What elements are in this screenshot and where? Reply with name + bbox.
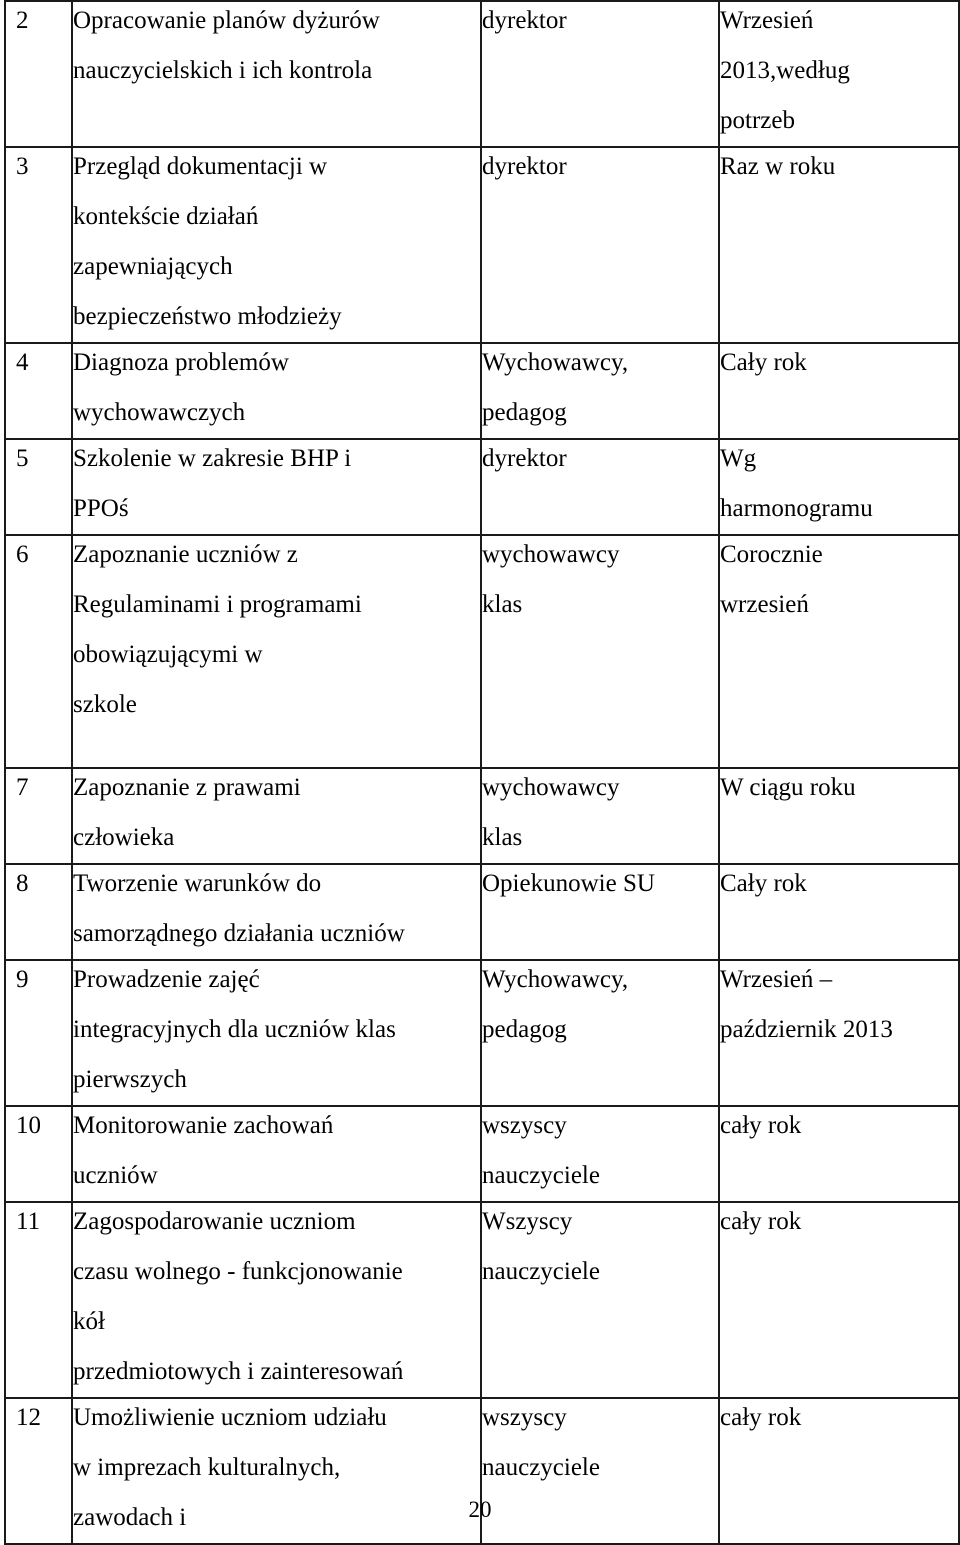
responsible-cell-line: pedagog [482,399,567,426]
responsible-cell-lines [482,763,718,863]
table-row [5,1106,959,1202]
task-cell-line: PPOś [73,495,129,522]
responsible-cell-line: nauczyciele [482,1454,600,1481]
table-row [5,439,959,535]
task-cell [72,1202,481,1398]
responsible-cell [481,960,719,1106]
task-cell [72,960,481,1106]
responsible-cell-line: Wszyscy [482,1208,573,1235]
deadline-cell-lines [720,338,958,388]
responsible-cell-line: pedagog [482,1016,567,1043]
row-number-cell [5,1,72,147]
deadline-cell-line: 2013,według [720,57,850,84]
deadline-cell-lines [720,1393,958,1443]
deadline-cell-lines [720,434,958,534]
task-cell-line: czasu wolnego - funkcjonowanie [73,1258,403,1285]
task-cell-lines [73,1197,480,1397]
task-cell-line: zapewniających [73,253,233,280]
deadline-cell-lines [720,0,958,146]
deadline-cell [719,439,959,535]
deadline-cell [719,147,959,343]
task-cell-line: wychowawczych [73,399,246,426]
responsible-cell-lines [482,0,718,46]
task-cell [72,864,481,960]
responsible-cell-line: nauczyciele [482,1258,600,1285]
task-cell-lines [73,142,480,342]
responsible-cell-line: Opiekunowie SU [482,870,655,897]
task-cell-line: kół [73,1308,105,1335]
responsible-cell [481,1,719,147]
responsible-cell [481,768,719,864]
task-cell-line: Zapoznanie uczniów z [73,541,298,568]
task-cell-line: Opracowanie planów dyżurów [73,7,380,34]
responsible-cell-line: klas [482,824,523,851]
task-cell-line: Regulaminami i programami [73,591,362,618]
row-number-cell [5,439,72,535]
deadline-cell [719,535,959,768]
deadline-cell [719,1106,959,1202]
task-cell-line: Umożliwienie uczniom udziału [73,1404,387,1431]
responsible-cell-line: nauczyciele [482,1162,600,1189]
row-number: 4 [16,349,29,376]
task-cell-line: Prowadzenie zajęć [73,966,260,993]
deadline-cell-line: Corocznie [720,541,823,568]
task-cell [72,439,481,535]
task-cell-line: Zagospodarowanie uczniom [73,1208,356,1235]
table-row [5,1202,959,1398]
deadline-cell-line: Wg [720,445,757,472]
deadline-cell-lines [720,1197,958,1247]
task-cell-line: Diagnoza problemów [73,349,289,376]
responsible-cell [481,864,719,960]
row-number: 11 [16,1208,41,1235]
responsible-cell-lines [482,434,718,484]
responsible-cell [481,1106,719,1202]
row-number: 8 [16,870,29,897]
row-number: 2 [16,7,29,34]
table-row [5,1,959,147]
row-number-cell [5,768,72,864]
task-cell-line: Przegląd dokumentacji w [73,153,328,180]
row-number-cell [5,960,72,1106]
responsible-cell-lines [482,142,718,192]
task-cell-line: Tworzenie warunków do [73,870,322,897]
task-cell-line: nauczycielskich i ich kontrola [73,57,373,84]
deadline-cell-line: cały rok [720,1404,802,1431]
responsible-cell [481,535,719,768]
deadline-cell-lines [720,142,958,192]
task-cell-lines [73,859,480,959]
responsible-cell-lines [482,859,718,909]
row-number: 5 [16,445,29,472]
plan-table [4,0,960,1545]
responsible-cell-lines [482,1197,718,1297]
row-number-cell [5,1106,72,1202]
task-cell-line: samorządnego działania uczniów [73,920,405,947]
responsible-cell-lines [482,1101,718,1201]
deadline-cell-lines [720,955,958,1055]
task-cell-line: uczniów [73,1162,158,1189]
deadline-cell-line: Cały rok [720,349,807,376]
row-number-cell [5,1202,72,1398]
task-cell-lines [73,0,480,96]
task-cell-line: w imprezach kulturalnych, [73,1454,341,1481]
responsible-cell-line: Wychowawcy, [482,966,629,993]
task-cell-line: obowiązującymi w [73,641,263,668]
task-cell-line: człowieka [73,824,175,851]
task-cell-lines [73,955,480,1105]
task-cell-lines [73,530,480,730]
page-number: 20 [468,1497,492,1522]
responsible-cell-lines [482,338,718,438]
task-cell [72,1106,481,1202]
responsible-cell-line: dyrektor [482,445,567,472]
deadline-cell-lines [720,859,958,909]
responsible-cell-line: wszyscy [482,1404,567,1431]
responsible-cell [481,1202,719,1398]
responsible-cell-lines [482,1393,718,1493]
row-number: 7 [16,774,29,801]
deadline-cell [719,864,959,960]
task-cell-line: bezpieczeństwo młodzieży [73,303,342,330]
table-row [5,960,959,1106]
responsible-cell [481,147,719,343]
deadline-cell-lines [720,530,958,630]
task-cell [72,1,481,147]
deadline-cell-line: cały rok [720,1208,802,1235]
deadline-cell-line: Cały rok [720,870,807,897]
row-number-cell [5,864,72,960]
deadline-cell-lines [720,763,958,813]
deadline-cell-line: Wrzesień [720,7,814,34]
table-row [5,147,959,343]
deadline-cell [719,768,959,864]
responsible-cell-line: wychowawcy [482,774,620,801]
responsible-cell-line: klas [482,591,523,618]
deadline-cell-line: potrzeb [720,107,795,134]
deadline-cell-lines [720,1101,958,1151]
row-number-cell [5,147,72,343]
row-number-cell [5,535,72,768]
responsible-cell-lines [482,955,718,1055]
table-row [5,864,959,960]
task-cell-lines [73,338,480,438]
task-cell-line: Monitorowanie zachowań [73,1112,334,1139]
responsible-cell [481,439,719,535]
table-row [5,768,959,864]
responsible-cell-line: Wychowawcy, [482,349,629,376]
responsible-cell-lines [482,530,718,630]
responsible-cell-line: dyrektor [482,7,567,34]
task-cell-line: przedmiotowych i zainteresowań [73,1358,404,1385]
deadline-cell-line: Raz w roku [720,153,836,180]
task-cell [72,343,481,439]
table-row [5,535,959,768]
task-cell-lines [73,763,480,863]
row-number: 3 [16,153,29,180]
task-cell-lines [73,434,480,534]
table-row [5,343,959,439]
task-cell [72,535,481,768]
plan-table-body [5,1,959,1544]
task-cell-line: Zapoznanie z prawami [73,774,301,801]
deadline-cell [719,960,959,1106]
deadline-cell-line: harmonogramu [720,495,873,522]
deadline-cell [719,1,959,147]
task-cell-line: Szkolenie w zakresie BHP i [73,445,352,472]
responsible-cell-line: wszyscy [482,1112,567,1139]
task-cell-line: integracyjnych dla uczniów klas [73,1016,396,1043]
responsible-cell [481,343,719,439]
deadline-cell-line: październik 2013 [720,1016,893,1043]
task-cell-line: szkole [73,691,137,718]
task-cell-line: kontekście działań [73,203,259,230]
deadline-cell [719,343,959,439]
task-cell-line: pierwszych [73,1066,187,1093]
task-cell-line: zawodach i [73,1504,187,1531]
row-number: 9 [16,966,29,993]
row-number: 10 [16,1112,41,1139]
task-cell [72,768,481,864]
row-number-cell [5,343,72,439]
deadline-cell-line: W ciągu roku [720,774,856,801]
deadline-cell-line: Wrzesień – [720,966,833,993]
responsible-cell-line: wychowawcy [482,541,620,568]
responsible-cell-line: dyrektor [482,153,567,180]
deadline-cell-line: wrzesień [720,591,809,618]
row-number: 6 [16,541,29,568]
deadline-cell [719,1202,959,1398]
deadline-cell-line: cały rok [720,1112,802,1139]
task-cell [72,147,481,343]
row-number: 12 [16,1404,41,1431]
task-cell-lines [73,1101,480,1201]
